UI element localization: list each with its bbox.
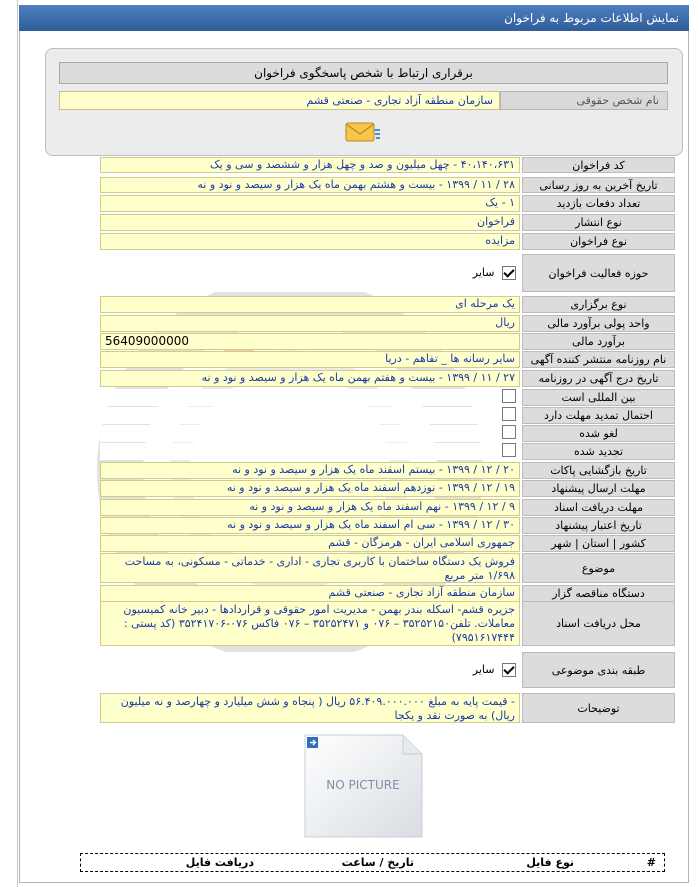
estimate-label: برآورد مالی	[522, 333, 675, 350]
row-newspaper	[100, 351, 675, 368]
file-col-type: نوع فایل	[526, 856, 574, 869]
row-estimate	[100, 333, 675, 350]
extension-label: احتمال تمدید مهلت دارد	[522, 407, 675, 424]
holding-type-label: نوع برگزاری	[522, 296, 675, 313]
notes-value: - قیمت پایه به مبلغ ۵۶.۴۰۹.۰۰۰.۰۰۰ ریال ( پنجاه و شش میلیارد و چهارصد و نه میلیون ریال) به صورت نقد و یکجا	[100, 693, 520, 723]
ad-date-value: ۲۷ / ۱۱ / ۱۳۹۹ - بیست و هفتم بهمن ماه یک هزار و سیصد و نود و نه	[100, 370, 520, 387]
category-value	[100, 652, 520, 688]
cancelled-checkbox[interactable]	[502, 425, 516, 439]
newspaper-label: نام روزنامه منتشر کننده آگهی	[522, 351, 675, 368]
row-holding-type	[100, 296, 675, 313]
row-code	[100, 157, 675, 173]
publish-type-label: نوع انتشار	[522, 214, 675, 231]
no-picture-thumbnail[interactable]	[303, 733, 424, 839]
row-doc-deadline	[100, 499, 675, 516]
row-organizer	[100, 585, 675, 602]
send-deadline-label: مهلت ارسال پیشنهاد	[522, 480, 675, 497]
publish-type-value: فراخوان	[100, 214, 520, 231]
row-visits	[100, 195, 675, 212]
row-currency	[100, 315, 675, 332]
call-type-label: نوع فراخوان	[522, 233, 675, 250]
validity-value: ۳۰ / ۱۲ / ۱۳۹۹ - سی ام اسفند ماه یک هزار و سیصد و نود و نه	[100, 517, 520, 534]
location-value: جمهوری اسلامی ایران - هرمزگان - قشم	[100, 535, 520, 552]
international-cell	[100, 389, 520, 406]
currency-value: ریال	[100, 315, 520, 332]
last-update-value: ۲۸ / ۱۱ / ۱۳۹۹ - بیست و هشتم بهمن ماه یک هزار و سیصد و نود و نه	[100, 177, 520, 193]
organizer-label: دستگاه مناقصه گزار	[522, 585, 675, 602]
extension-cell	[100, 407, 520, 424]
ad-date-label: تاریخ درج آگهی در روزنامه	[522, 370, 675, 387]
doc-place-value: جزیره قشم- اسکله بندر بهمن - مدیریت امور حقوقی و قراردادها - دبیر خانه کمیسیون معاملات. تلفن۳۵۲۵۲۱۵۰ – ۰۷۶ و ۳۵۲۵۲۴۷۱ – ۰۷۶ فاکس ۰۷۶-۳۵۲۴۱۷۰۶ (کد پستی : ۷۹۵۱۶۱۷۴۴۴)	[100, 601, 520, 646]
no-picture-text: NO PICTURE	[326, 778, 400, 792]
row-activity	[100, 254, 675, 292]
renewed-checkbox[interactable]	[502, 443, 516, 457]
activity-text: سایر	[472, 266, 495, 279]
row-cancelled	[100, 425, 675, 442]
row-subject	[100, 553, 675, 583]
row-category	[100, 652, 675, 688]
row-send-deadline	[100, 480, 675, 497]
renewed-cell	[100, 443, 520, 460]
last-update-label: تاریخ آخرین به روز رسانی	[522, 177, 675, 193]
envelope-icon[interactable]	[343, 118, 381, 144]
contact-label: نام شخص حقوقی	[500, 91, 668, 110]
visits-value: ۱ - یک	[100, 195, 520, 212]
doc-deadline-label: مهلت دریافت اسناد	[522, 499, 675, 516]
envelope-value: ۲۰ / ۱۲ / ۱۳۹۹ - بیستم اسفند ماه یک هزار و سیصد و نود و نه	[100, 462, 520, 479]
notes-label: توضیحات	[522, 693, 675, 723]
row-notes	[100, 693, 675, 723]
row-international	[100, 389, 675, 406]
file-col-download: دریافت فایل	[185, 856, 254, 869]
cancelled-cell	[100, 425, 520, 442]
newspaper-value: سایر رسانه ها _ تفاهم - دریا	[100, 351, 520, 368]
file-col-index: #	[646, 856, 656, 869]
activity-checkbox[interactable]	[502, 266, 516, 280]
location-label: کشور | استان | شهر	[522, 535, 675, 552]
renewed-label: تجدید شده	[522, 443, 675, 460]
row-call-type	[100, 233, 675, 250]
activity-value	[100, 254, 520, 292]
estimate-value: 56409000000	[100, 333, 520, 350]
contact-heading: برقراری ارتباط با شخص پاسخگوی فراخوان	[59, 62, 668, 84]
international-label: بین المللی است	[522, 389, 675, 406]
holding-type-value: یک مرحله ای	[100, 296, 520, 313]
extension-checkbox[interactable]	[502, 407, 516, 421]
contact-value: سازمان منطقه آزاد تجاری - صنعتی قشم	[59, 91, 500, 110]
organizer-value: سازمان منطقه آزاد تجاری - صنعتی قشم	[100, 585, 520, 602]
row-renewed	[100, 443, 675, 460]
row-validity	[100, 517, 675, 534]
file-col-date: تاریخ / ساعت	[341, 856, 414, 869]
row-envelope	[100, 462, 675, 479]
row-last-update	[100, 177, 675, 193]
row-ad-date	[100, 370, 675, 387]
send-deadline-value: ۱۹ / ۱۲ / ۱۳۹۹ - نوزدهم اسفند ماه یک هزار و سیصد و نود و نه	[100, 480, 520, 497]
category-checkbox[interactable]	[502, 663, 516, 677]
window-title: نمایش اطلاعات مربوط به فراخوان	[504, 11, 679, 25]
international-checkbox[interactable]	[502, 389, 516, 403]
category-text: سایر	[472, 663, 495, 676]
validity-label: تاریخ اعتبار پیشنهاد	[522, 517, 675, 534]
row-extension	[100, 407, 675, 424]
code-value: ۴۰،۱۴۰،۶۳۱ - چهل میلیون و صد و چهل هزار و ششصد و سی و یک	[100, 157, 520, 173]
envelope-label: تاریخ بازگشایی پاکات	[522, 462, 675, 479]
category-label: طبقه بندی موضوعی	[522, 652, 675, 688]
row-publish-type	[100, 214, 675, 231]
doc-place-label: محل دریافت اسناد	[522, 601, 675, 646]
window-title-bar	[19, 5, 689, 31]
activity-label: حوزه فعالیت فراخوان	[522, 254, 675, 292]
visits-label: تعداد دفعات بازدید	[522, 195, 675, 212]
row-doc-place	[100, 601, 675, 646]
call-type-value: مزایده	[100, 233, 520, 250]
cancelled-label: لغو شده	[522, 425, 675, 442]
code-label: کد فراخوان	[522, 157, 675, 173]
subject-label: موضوع	[522, 553, 675, 583]
row-location	[100, 535, 675, 552]
subject-value: فروش یک دستگاه ساختمان با کاربری تجاری - اداری - خدماتی - مسکونی، به مساحت ۱/۶۹۸ متر مربع	[100, 553, 520, 583]
currency-label: واحد پولی برآورد مالی	[522, 315, 675, 332]
file-table-header	[80, 853, 665, 872]
doc-deadline-value: ۹ / ۱۲ / ۱۳۹۹ - نهم اسفند ماه یک هزار و سیصد و نود و نه	[100, 499, 520, 516]
page-left-rule	[17, 0, 18, 887]
